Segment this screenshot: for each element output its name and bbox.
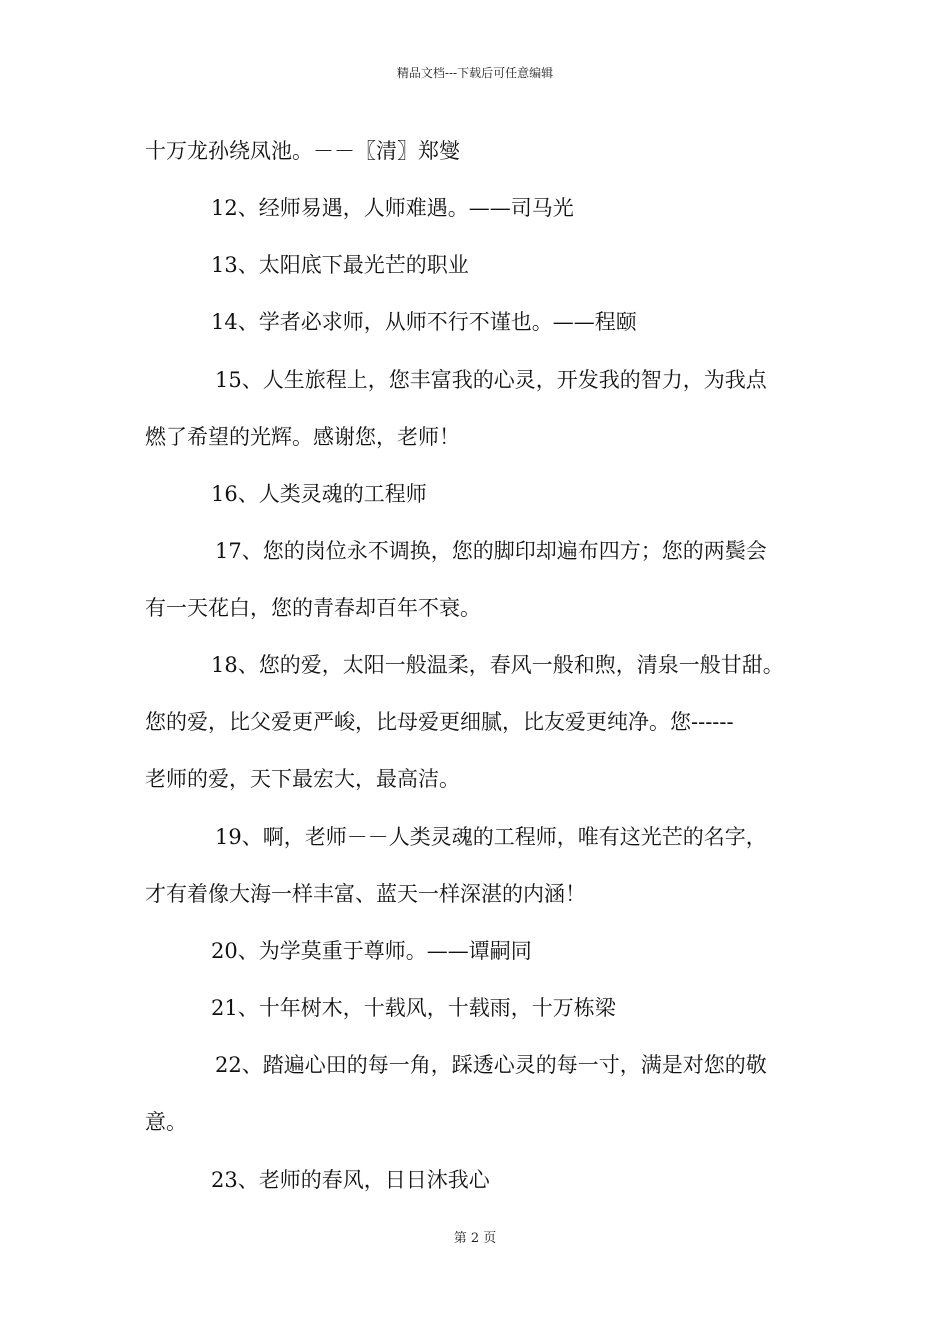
- text-line: 20、为学莫重于尊师。——谭嗣同: [211, 939, 532, 963]
- page-header: 精品文档---下载后可任意编辑: [396, 66, 554, 80]
- text-line: 22、踏遍心田的每一角，踩透心灵的每一寸，满是对您的敬: [215, 1053, 767, 1077]
- page-number: 第 2 页: [453, 1231, 497, 1246]
- text-line: 12、经师易遇，人师难遇。——司马光: [211, 196, 574, 220]
- text-line: 23、老师的春风，日日沐我心: [211, 1168, 490, 1192]
- text-line: 17、您的岗位永不调换，您的脚印却遍布四方；您的两鬓会: [215, 539, 767, 563]
- text-line: 意。: [145, 1110, 187, 1134]
- text-line: 18、您的爱，太阳一般温柔，春风一般和煦，清泉一般甘甜。: [211, 653, 784, 677]
- text-line: 21、十年树木，十载风，十载雨，十万栋梁: [211, 996, 616, 1020]
- text-line: 13、太阳底下最光芒的职业: [211, 253, 469, 277]
- text-line: 16、人类灵魂的工程师: [211, 482, 427, 506]
- text-line: 您的爱，比父爱更严峻，比母爱更细腻，比友爱更纯净。您------: [145, 710, 734, 734]
- text-line: 有一天花白，您的青春却百年不衰。: [145, 596, 481, 620]
- text-line: 14、学者必求师，从师不行不谨也。——程颐: [211, 310, 637, 334]
- text-line: 老师的爱，天下最宏大，最高洁。: [145, 767, 460, 791]
- text-line: 19、啊，老师－－人类灵魂的工程师，唯有这光芒的名字，: [215, 825, 767, 849]
- text-line: 才有着像大海一样丰富、蓝天一样深湛的内涵！: [145, 882, 586, 906]
- text-line: 燃了希望的光辉。感谢您，老师！: [145, 425, 460, 449]
- text-line: 十万龙孙绕凤池。－－〖清〗郑燮: [145, 139, 460, 163]
- text-line: 15、人生旅程上，您丰富我的心灵，开发我的智力，为我点: [215, 368, 767, 392]
